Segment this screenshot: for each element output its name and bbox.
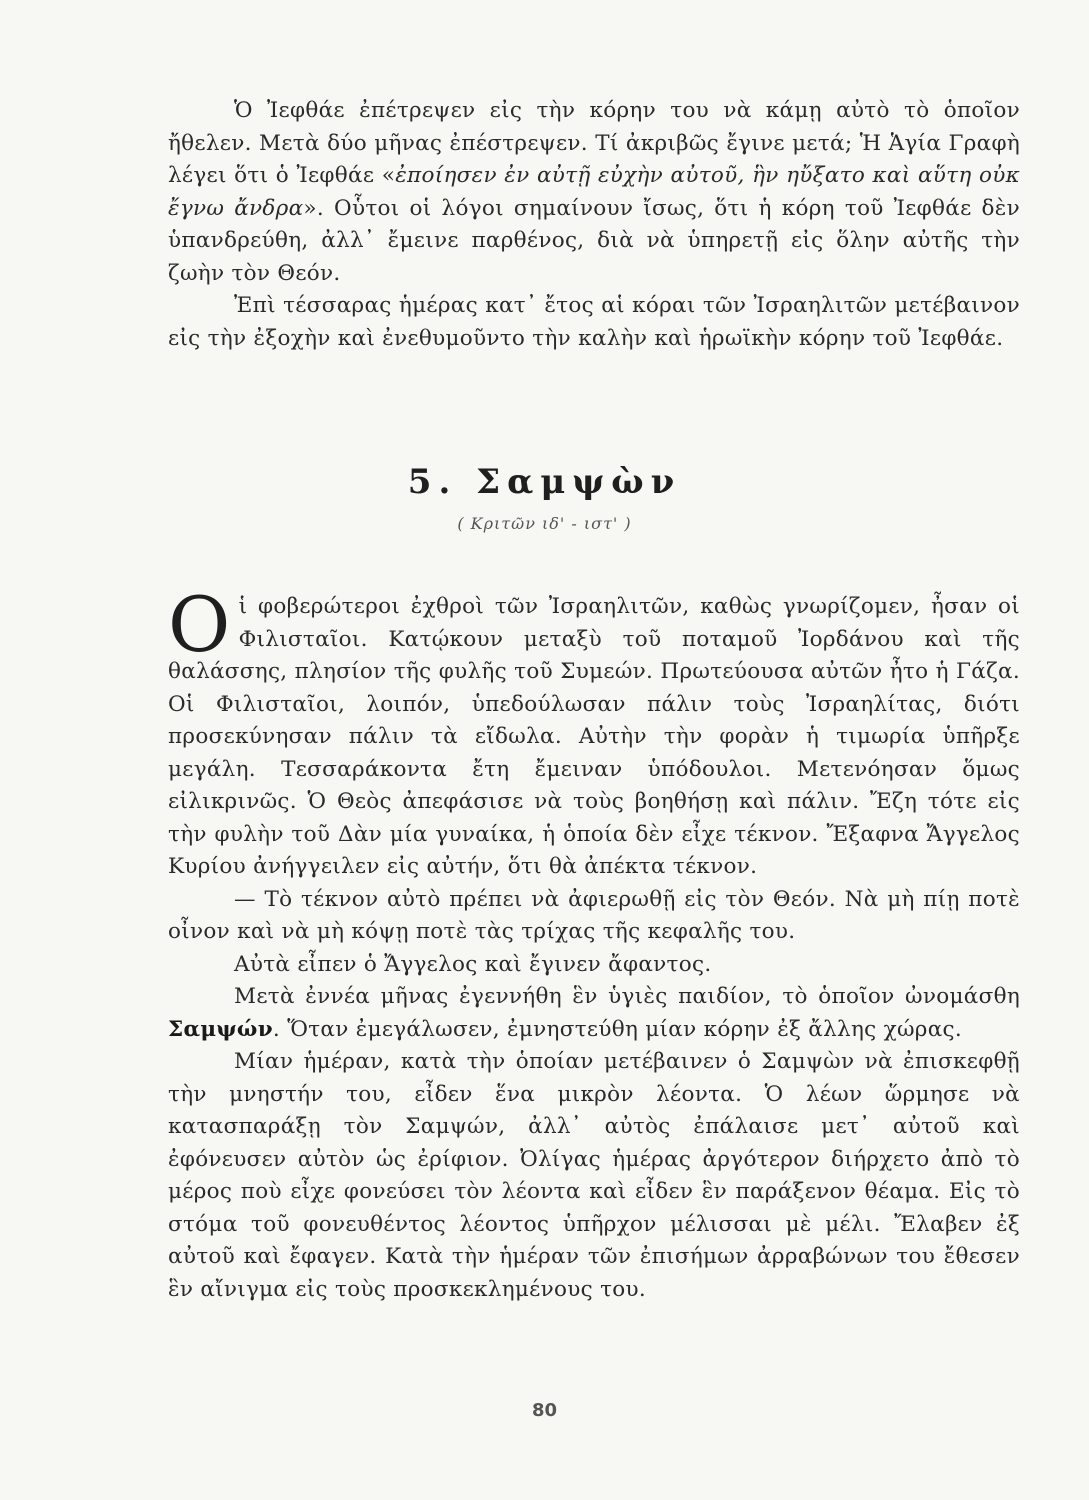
drop-cap: O bbox=[168, 580, 231, 669]
body-paragraph-4-text-a: Μετὰ ἐννέα μῆνας ἐγεννήθη ἓν ὑγιὲς παιδίον, τὸ ὁποῖον ὠνομάσθη bbox=[234, 984, 1020, 1009]
section-reference: ( Κριτῶν ιδ' - ιστ' ) bbox=[457, 514, 632, 533]
body-paragraph-3: Αὐτὰ εἶπεν ὁ Ἄγγελος καὶ ἔγινεν ἄφαντος. bbox=[234, 951, 712, 977]
intro-text bbox=[168, 95, 1020, 355]
intro-paragraph-1-text-a: Ὁ Ἰεφθάε ἐπέτρεψεν εἰς τὴν κόρην του νὰ κάμῃ αὐτὸ τὸ ὁποῖον ἤθελεν. Μετὰ δύο μῆνας ἐπέστρεψεν. Τί ἀκριβῶς ἔγινε μετά; Ἡ Ἁγία Γραφὴ λέγει ὅτι ὁ Ἰεφθάε « bbox=[168, 98, 1020, 188]
intro-paragraph-1 bbox=[168, 95, 1020, 290]
body-paragraph-2: — Τὸ τέκνον αὐτὸ πρέπει νὰ ἀφιερωθῇ εἰς τὸν Θεόν. Νὰ μὴ πίῃ ποτὲ οἶνον καὶ νὰ μὴ κόψῃ ποτὲ τὰς τρίχας τῆς κεφαλῆς του. bbox=[168, 886, 1020, 944]
intro-paragraph-1-text-b: ». Οὗτοι οἱ λόγοι σημαίνουν ἴσως, ὅτι ἡ κόρη τοῦ Ἰεφθάε δὲν ὑπανδρεύθη, ἀλλ᾽ ἔμεινε παρθένος, διὰ νὰ ὑπηρετῇ εἰς ὅλην αὐτῆς τὴν ζωὴν τὸν Θεόν. bbox=[168, 195, 1020, 286]
body-text bbox=[168, 580, 1020, 1306]
body-paragraph-1-text: ἱ φοβερώτεροι ἐχθροὶ τῶν Ἰσραηλιτῶν, καθὼς γνωρίζομεν, ἦσαν οἱ Φιλισταῖοι. Κατῴκουν μεταξὺ τοῦ ποταμοῦ Ἰορδάνου καὶ τῆς θαλάσσης, πλησίον τῆς φυλῆς τοῦ Συμεών. Πρωτεύουσα αὐτῶν ἦτο ἡ Γάζα. Οἱ Φιλισταῖοι, λοιπόν, ὑπεδούλωσαν πάλιν τοὺς Ἰσραηλίτας, διότι προσεκύνησαν πάλιν τὰ εἴδωλα. Αὐτὴν τὴν φορὰν ἡ τιμωρία ὑπῆρξε μεγάλη. Τεσσαράκοντα ἔτη ἔμειναν ὑπόδουλοι. Μετενόησαν ὅμως εἰλικρινῶς. Ὁ Θεὸς ἀπεφάσισε νὰ τοὺς βοηθήσῃ καὶ πάλιν. Ἔζη τότε εἰς τὴν φυλὴν τοῦ Δὰν μία γυναίκα, ἡ ὁποία δὲν εἶχε τέκνον. Ἔξαφνα Ἄγγελος Κυρίου ἀνήγγειλεν εἰς αὐτήν, ὅτι θὰ ἀπέκτα τέκνον. bbox=[168, 594, 1020, 879]
body-paragraph-5: Μίαν ἡμέραν, κατὰ τὴν ὁποίαν μετέβαινεν ὁ Σαμψὼν νὰ ἐπισκεφθῇ τὴν μνηστήν του, εἶδεν ἕνα μικρὸν λέοντα. Ὁ λέων ὥρμησε νὰ κατασπαράξῃ τὸν Σαμψών, ἀλλ᾽ αὐτὸς ἐπάλαισε μετ᾽ αὐτοῦ καὶ ἐφόνευσεν αὐτὸν ὡς ἐρίφιον. Ὀλίγας ἡμέρας ἀργότερον διήρχετο ἀπὸ τὸ μέρος ποὺ εἶχε φονεύσει τὸν λέοντα καὶ εἶδεν ἓν παράξενον θέαμα. Εἰς τὸ στόμα τοῦ φονευθέντος λέοντος ὑπῆρχον μέλισσαι μὲ μέλι. Ἔλαβεν ἐξ αὐτοῦ καὶ ἔφαγεν. Κατὰ τὴν ἡμέραν τῶν ἐπισήμων ἀρραβώνων του ἔθεσεν ἓν αἴνιγμα εἰς τοὺς προσκεκλημένους του. bbox=[168, 1049, 1020, 1302]
scripture-quote: ἐποίησεν ἐν αὐτῇ εὐχὴν αὐτοῦ, ἣν ηὔξατο καὶ αὕτη οὐκ ἔγνω ἄνδρα bbox=[168, 163, 1020, 221]
body-paragraph-4 bbox=[168, 981, 1020, 1046]
body-paragraph-4-text-b: . Ὅταν ἐμεγάλωσεν, ἐμνηστεύθη μίαν κόρην ἐξ ἄλλης χώρας. bbox=[272, 1016, 963, 1042]
samson-name-bold: Σαμψών bbox=[168, 1016, 273, 1042]
body-paragraph-1 bbox=[168, 580, 1020, 884]
intro-paragraph-2: Ἐπὶ τέσσαρας ἡμέρας κατ᾽ ἔτος αἱ κόραι τῶν Ἰσραηλιτῶν μετέβαινον εἰς τὴν ἐξοχὴν καὶ ἐνεθυμοῦντο τὴν καλὴν καὶ ἡρωϊκὴν κόρην τοῦ Ἰεφθάε. bbox=[168, 293, 1020, 351]
page-number: 80 bbox=[531, 1400, 558, 1421]
section-title: 5. Σαμψὼν bbox=[407, 462, 682, 502]
